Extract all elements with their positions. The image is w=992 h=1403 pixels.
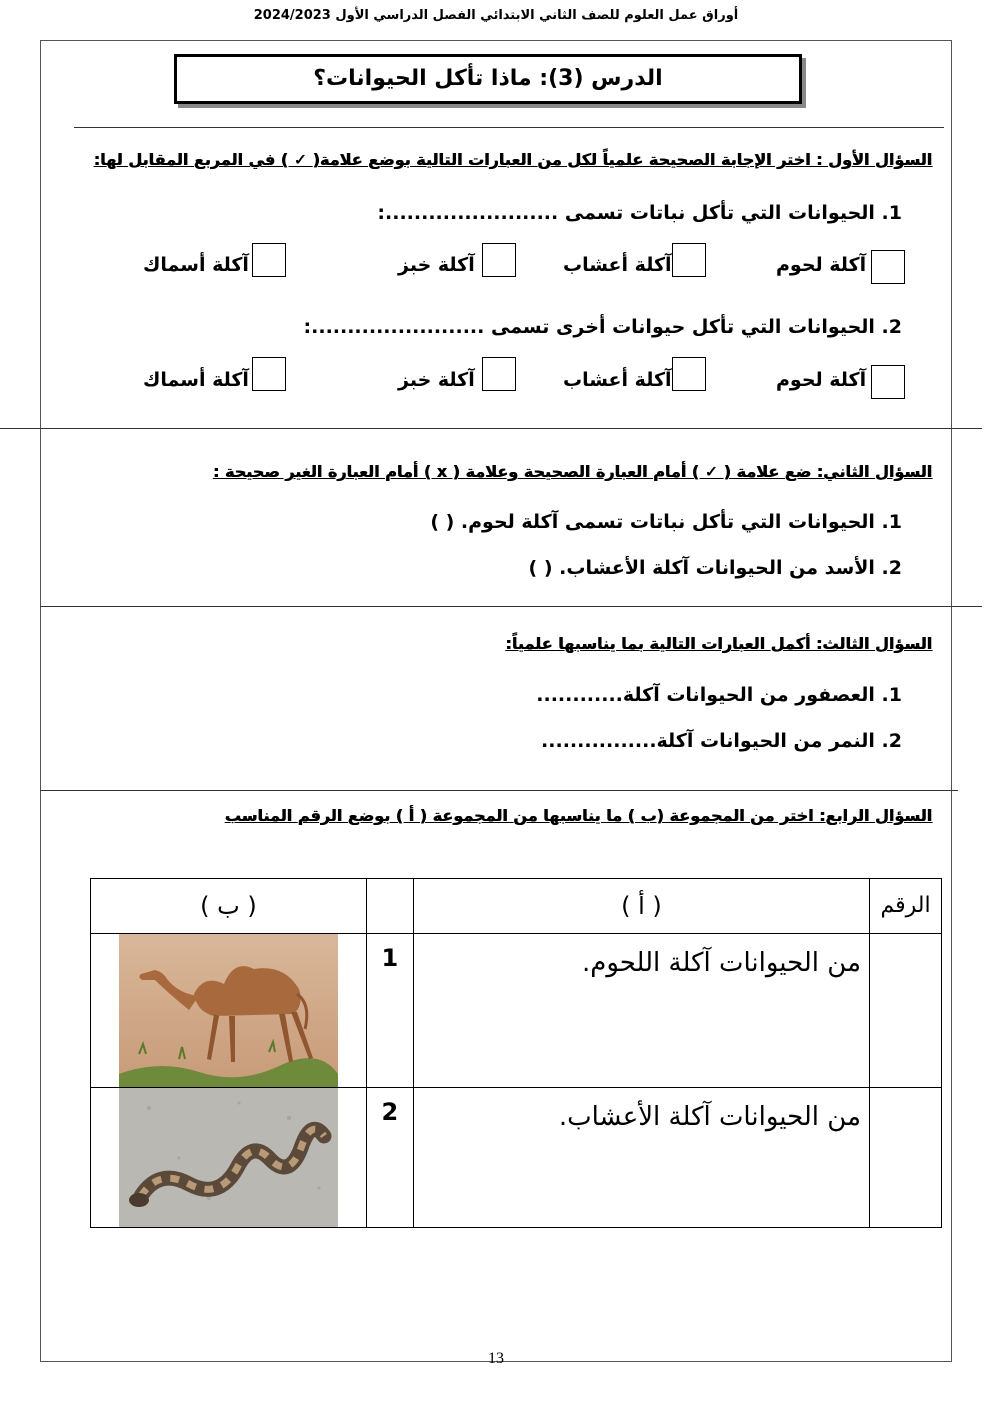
checkbox-carnivore-1[interactable] bbox=[871, 250, 905, 284]
divider bbox=[74, 127, 944, 128]
row-number: 1 bbox=[366, 934, 413, 1088]
row-number: 2 bbox=[366, 1088, 413, 1228]
q2-item-1: 1. الحيوانات التي تأكل نباتات تسمى آكلة لحوم. ( ) bbox=[430, 511, 902, 533]
q4-heading: السؤال الرابع: اختر من المجموعة (ب ) ما يناسبها من المجموعة ( أ ) بوضع الرقم المناسب bbox=[224, 806, 932, 825]
image-cell bbox=[91, 1088, 367, 1228]
snake-image bbox=[119, 1088, 338, 1227]
col-number-header: الرقم bbox=[870, 879, 942, 934]
option-label: آكلة خبز bbox=[398, 369, 475, 391]
divider bbox=[0, 428, 982, 429]
option-label: آكلة أعشاب bbox=[563, 254, 672, 276]
checkbox-bread-2[interactable] bbox=[482, 357, 516, 391]
q1-item-1: 1. الحيوانات التي تأكل نباتات تسمى ........................: bbox=[377, 202, 902, 224]
page-number: 13 bbox=[488, 1350, 504, 1367]
option-label: آكلة أعشاب bbox=[563, 369, 672, 391]
divider bbox=[40, 606, 982, 607]
q3-item-1: 1. العصفور من الحيوانات آكلة............ bbox=[536, 684, 902, 706]
q2-heading: السؤال الثاني: ضع علامة ( ✓ ) أمام العبارة الصحيحة وعلامة ( x ) أمام العبارة الغير صحيحة : bbox=[212, 462, 932, 481]
checkbox-herbivore-1[interactable] bbox=[672, 243, 706, 277]
table-row bbox=[91, 934, 942, 1088]
option-label: آكلة لحوم bbox=[776, 254, 867, 276]
q2-item-2: 2. الأسد من الحيوانات آكلة الأعشاب. ( ) bbox=[528, 557, 902, 579]
q3-item-2: 2. النمر من الحيوانات آكلة................ bbox=[541, 730, 902, 752]
option-label: آكلة لحوم bbox=[776, 369, 867, 391]
q1-heading: السؤال الأول : اختر الإجابة الصحيحة علمياً لكل من العبارات التالية بوضع علامة( ✓ ) في المربع المقابل لها: bbox=[93, 150, 932, 169]
option-label: آكلة أسماك bbox=[143, 369, 249, 391]
option-label: آكلة أسماك bbox=[143, 254, 249, 276]
matching-table bbox=[90, 878, 942, 1228]
statement-cell: من الحيوانات آكلة اللحوم. bbox=[413, 934, 869, 1088]
checkbox-bread-1[interactable] bbox=[482, 243, 516, 277]
checkbox-fish-2[interactable] bbox=[252, 357, 286, 391]
option-label: آكلة خبز bbox=[398, 254, 475, 276]
camel-image bbox=[119, 934, 338, 1087]
divider bbox=[40, 790, 958, 791]
q3-heading: السؤال الثالث: أكمل العبارات التالية بما يناسبها علمياً: bbox=[505, 634, 932, 653]
answer-cell[interactable] bbox=[870, 934, 942, 1088]
col-b-header: ( ب ) bbox=[91, 879, 367, 934]
checkbox-carnivore-2[interactable] bbox=[871, 365, 905, 399]
col-a-header: ( أ ) bbox=[413, 879, 869, 934]
checkbox-fish-1[interactable] bbox=[252, 243, 286, 277]
table-header-row bbox=[91, 879, 942, 934]
checkbox-herbivore-2[interactable] bbox=[672, 357, 706, 391]
image-cell bbox=[91, 934, 367, 1088]
col-num-b-header bbox=[366, 879, 413, 934]
table-row bbox=[91, 1088, 942, 1228]
page-header: أوراق عمل العلوم للصف الثاني الابتدائي الفصل الدراسي الأول 2024/2023 bbox=[253, 8, 739, 23]
lesson-title: الدرس (3): ماذا تأكل الحيوانات؟ bbox=[174, 54, 802, 104]
answer-cell[interactable] bbox=[870, 1088, 942, 1228]
q1-item-2: 2. الحيوانات التي تأكل حيوانات أخرى تسمى ........................: bbox=[303, 316, 902, 338]
statement-cell: من الحيوانات آكلة الأعشاب. bbox=[413, 1088, 869, 1228]
